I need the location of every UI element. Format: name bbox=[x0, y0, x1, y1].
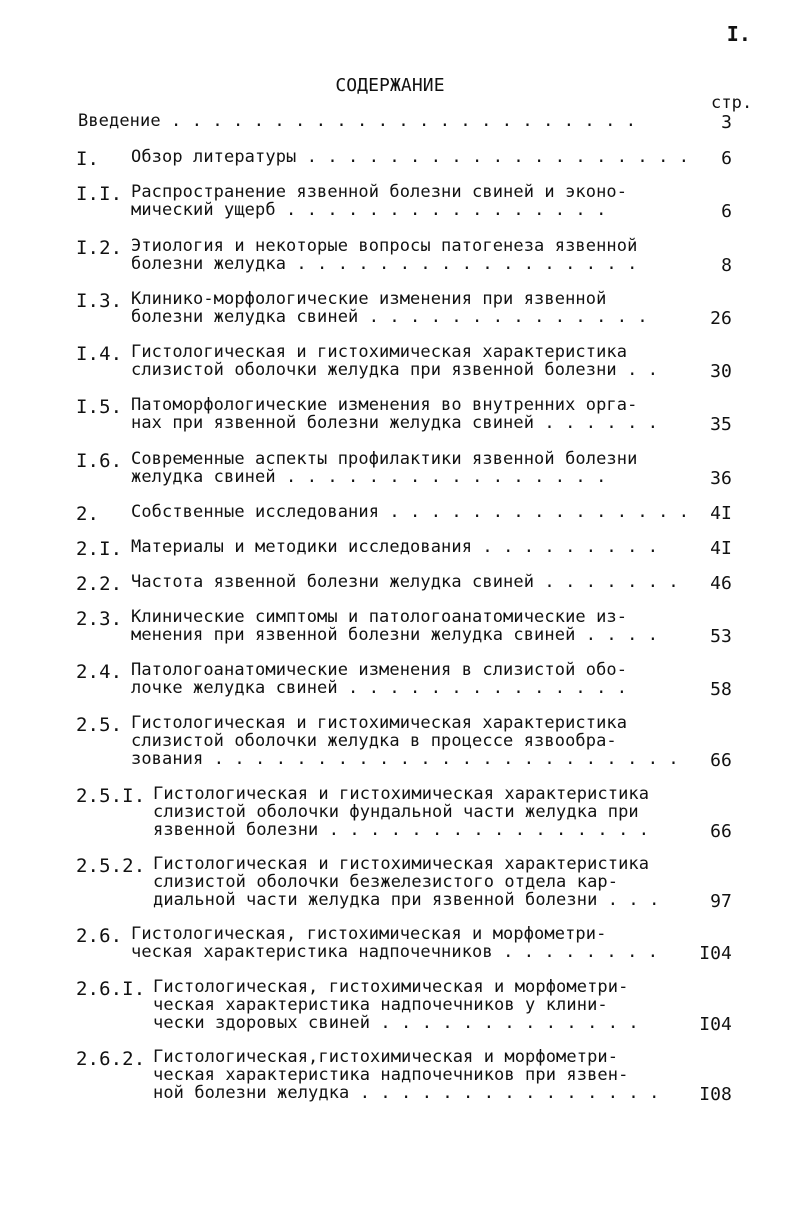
toc-entry-number: I.4. bbox=[76, 343, 123, 365]
toc-entry-title-line: слизистой оболочки безжелезистого отдела кар- bbox=[153, 872, 619, 892]
toc-entry-title bbox=[153, 855, 659, 909]
toc-entry-title-line: Гистологическая, гистохимическая и морфометри- bbox=[131, 924, 607, 944]
toc-entry-page: 4I bbox=[710, 538, 732, 559]
toc-entry-title bbox=[131, 237, 637, 273]
toc-entry-title bbox=[131, 925, 658, 961]
toc-entry-page: I04 bbox=[699, 943, 732, 964]
toc-entry-title-line: мический ущерб bbox=[131, 200, 276, 220]
toc-entry-title-line: Гистологическая и гистохимическая характеристика bbox=[131, 713, 628, 733]
toc-entry-page: 66 bbox=[710, 750, 732, 771]
toc-entry-title-line: диальной части желудка при язвенной болезни bbox=[153, 890, 598, 910]
dot-leader: . . bbox=[616, 360, 659, 380]
toc-entry-page: 3 bbox=[721, 112, 732, 133]
toc-entry-number: 2.2. bbox=[76, 573, 123, 595]
toc-entry-title-line: болезни желудка свиней bbox=[131, 307, 359, 327]
toc-entry-title-line: язвенной болезни bbox=[153, 820, 319, 840]
toc-entry-number: 2.6.I. bbox=[76, 978, 146, 1000]
toc-entry-title bbox=[131, 661, 627, 697]
toc-entry-title bbox=[131, 450, 637, 486]
toc-entry-title-line: болезни желудка bbox=[131, 254, 287, 274]
toc-entry-title bbox=[131, 608, 658, 644]
toc-entry-page: 35 bbox=[710, 414, 732, 435]
toc-entry-page: 26 bbox=[710, 308, 732, 329]
toc-entry-title bbox=[131, 290, 648, 326]
toc-entry-page: 46 bbox=[710, 573, 732, 594]
toc-entry-title bbox=[153, 978, 639, 1032]
toc-entry-title-line: нах при язвенной болезни желудка свиней bbox=[131, 413, 535, 433]
dot-leader: . . . . . . . . . . . . . . . bbox=[349, 1083, 660, 1103]
page-title: СОДЕРЖАНИЕ bbox=[335, 75, 445, 96]
dot-leader: . . . . . . . . . . . . . . bbox=[337, 678, 628, 698]
toc-entry-page: I08 bbox=[699, 1084, 732, 1105]
dot-leader: . . . . . . . . . bbox=[472, 537, 659, 557]
toc-entry-title-line: лочке желудка свиней bbox=[131, 678, 338, 698]
toc-entry-title bbox=[153, 1048, 659, 1102]
dot-leader: . . . . . . . . . . . . . . . bbox=[379, 502, 690, 522]
toc-entry-title-line: Современные аспекты профилактики язвенной болезни bbox=[131, 449, 638, 469]
toc-entry-number: I.I. bbox=[76, 183, 123, 205]
toc-entry-title-line: Гистологическая, гистохимическая и морфометри- bbox=[153, 977, 629, 997]
toc-entry-number: 2.3. bbox=[76, 608, 123, 630]
dot-leader: . . . . . . . . bbox=[492, 942, 659, 962]
toc-entry-title-line: Патологоанатомические изменения в слизистой обо- bbox=[131, 660, 628, 680]
toc-entry-page: 6 bbox=[721, 201, 732, 222]
toc-entry-title-line: чески здоровых свиней bbox=[153, 1013, 371, 1033]
toc-entry-title-line: слизистой оболочки желудка в процессе язвообра- bbox=[131, 731, 617, 751]
toc-entry-title-line: Патоморфологические изменения во внутренних орга- bbox=[131, 395, 638, 415]
toc-entry-number: 2.I. bbox=[76, 538, 123, 560]
dot-leader: . . . . . . . . . . . . . . . . bbox=[318, 820, 650, 840]
toc-entry-page: 8 bbox=[721, 255, 732, 276]
dot-leader: . . . . . . . . . . . . . . bbox=[358, 307, 648, 327]
toc-entry-title bbox=[131, 714, 679, 768]
page-column-label: стр. bbox=[711, 93, 753, 113]
dot-leader: . . . . . . . . . . . . . . . . . . . . . . . bbox=[160, 111, 637, 131]
toc-entry-page: I04 bbox=[699, 1014, 732, 1035]
toc-entry-title-line: менения при язвенной болезни желудка свиней bbox=[131, 625, 576, 645]
toc-entry-title-line: ной болезни желудка bbox=[153, 1083, 350, 1103]
dot-leader: . . . . . . bbox=[534, 413, 659, 433]
dot-leader: . . . . . . . bbox=[534, 572, 679, 592]
toc-entry-number: I.3. bbox=[76, 290, 123, 312]
toc-entry-title-line: Частота язвенной болезни желудка свиней bbox=[131, 572, 535, 592]
dot-leader: . . . . bbox=[575, 625, 659, 645]
toc-entry-page: 4I bbox=[710, 503, 732, 524]
toc-entry-number: 2.5. bbox=[76, 714, 123, 736]
toc-entry-number: I. bbox=[76, 148, 100, 170]
toc-entry-title-line: ческая характеристика надпочечников у клини- bbox=[153, 995, 608, 1015]
toc-entry-number: 2.4. bbox=[76, 661, 123, 683]
toc-entry-title-line: Гистологическая,гистохимическая и морфометри- bbox=[153, 1047, 619, 1067]
toc-entry-title-line: желудка свиней bbox=[131, 467, 276, 487]
toc-entry-title bbox=[131, 503, 689, 521]
toc-entry-title-line: зования bbox=[131, 749, 204, 769]
toc-entry-page: 58 bbox=[710, 679, 732, 700]
toc-entry-title bbox=[153, 785, 649, 839]
toc-entry-title-line: Гистологическая и гистохимическая характеристика bbox=[153, 784, 650, 804]
toc-entry-title bbox=[131, 183, 627, 219]
toc-entry-title-line: Собственные исследования bbox=[131, 502, 380, 522]
dot-leader: . . . . . . . . . . . . . . . . . . . bbox=[296, 147, 690, 167]
toc-entry-title bbox=[131, 396, 658, 432]
toc-entry-title bbox=[131, 148, 689, 166]
toc-entry-title bbox=[131, 538, 658, 556]
toc-entry-number: I.2. bbox=[76, 237, 123, 259]
toc-entry-number: 2.6.2. bbox=[76, 1048, 146, 1070]
toc-entry-title-line: Введение bbox=[78, 111, 161, 131]
toc-entry-title-line: слизистой оболочки фундальной части желудка при bbox=[153, 802, 639, 822]
page-number: I. bbox=[726, 22, 751, 46]
toc-entry-number: I.6. bbox=[76, 450, 123, 472]
toc-entry-title-line: Обзор литературы bbox=[131, 147, 297, 167]
toc-entry-title-line: Клинические симптомы и патологоанатомические из- bbox=[131, 607, 628, 627]
toc-entry-title-line: Этиология и некоторые вопросы патогенеза язвенной bbox=[131, 236, 638, 256]
dot-leader: . . . bbox=[597, 890, 660, 910]
toc-entry-title-line: ческая характеристика надпочечников bbox=[131, 942, 493, 962]
toc-entry-page: 97 bbox=[710, 891, 732, 912]
toc-entry-number: 2.5.2. bbox=[76, 855, 146, 877]
toc-entry-title-line: Клинико-морфологические изменения при язвенной bbox=[131, 289, 607, 309]
dot-leader: . . . . . . . . . . . . . . . . . bbox=[286, 254, 638, 274]
toc-entry-title-line: ческая характеристика надпочечников при язвен- bbox=[153, 1065, 629, 1085]
toc-entry-title bbox=[131, 573, 679, 591]
toc-entry-page: 36 bbox=[710, 468, 732, 489]
toc-entry-title bbox=[131, 343, 658, 379]
dot-leader: . . . . . . . . . . . . . . . . bbox=[275, 467, 607, 487]
toc-entry-title-line: слизистой оболочки желудка при язвенной болезни bbox=[131, 360, 617, 380]
toc-entry-number: 2.5.I. bbox=[76, 785, 146, 807]
toc-entry-number: 2.6. bbox=[76, 925, 123, 947]
toc-entry-title-line: Материалы и методики исследования bbox=[131, 537, 473, 557]
toc-entry-page: 53 bbox=[710, 626, 732, 647]
dot-leader: . . . . . . . . . . . . . . . . bbox=[275, 200, 607, 220]
toc-entry-number: 2. bbox=[76, 503, 100, 525]
toc-entry-page: 6 bbox=[721, 148, 732, 169]
toc-entry-number: I.5. bbox=[76, 396, 123, 418]
toc-entry-page: 66 bbox=[710, 821, 732, 842]
toc-entry-page: 30 bbox=[710, 361, 732, 382]
toc-entry-title-line: Гистологическая и гистохимическая характеристика bbox=[153, 854, 650, 874]
dot-leader: . . . . . . . . . . . . . bbox=[370, 1013, 639, 1033]
toc-entry-title-line: Распространение язвенной болезни свиней и эконо- bbox=[131, 182, 628, 202]
dot-leader: . . . . . . . . . . . . . . . . . . . . . . . bbox=[203, 749, 679, 769]
toc-entry-title bbox=[78, 112, 636, 130]
toc-entry-title-line: Гистологическая и гистохимическая характеристика bbox=[131, 342, 628, 362]
